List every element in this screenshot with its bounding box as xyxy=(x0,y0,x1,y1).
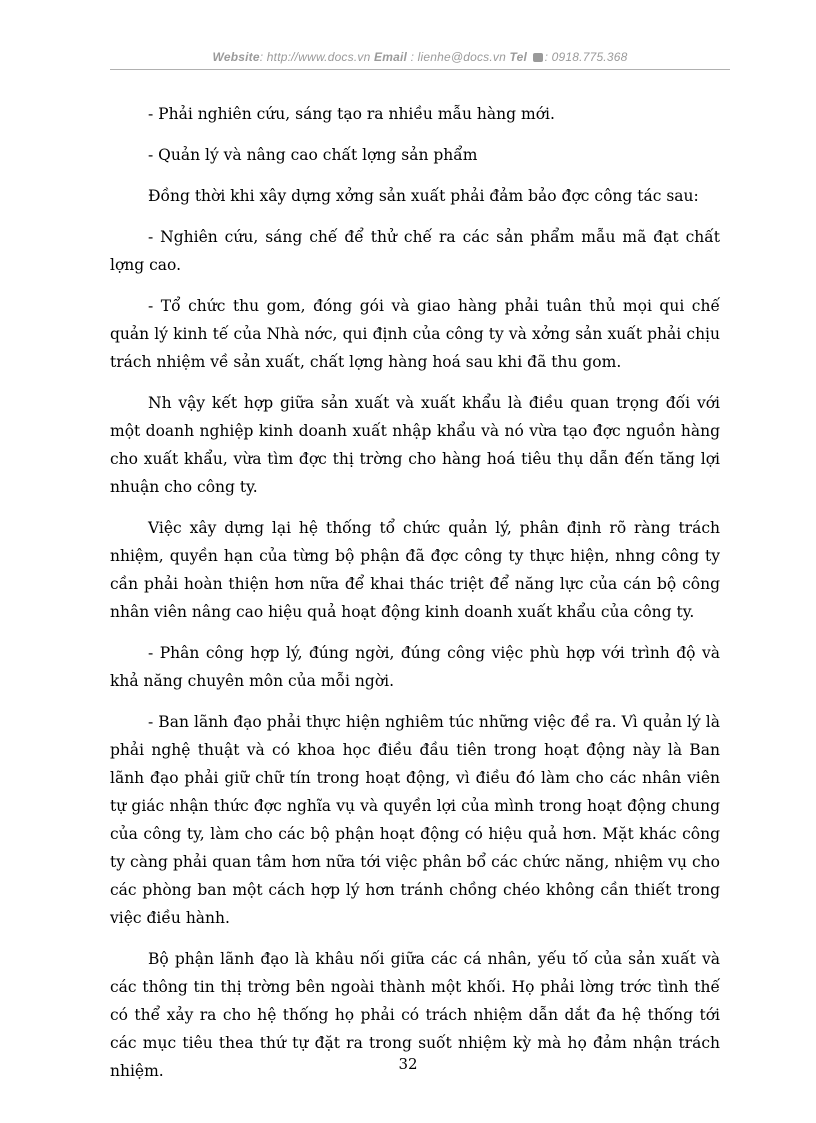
document-body xyxy=(110,100,720,1098)
paragraph: Nh vậy kết hợp giữa sản xuất và xuất khẩu là điều quan trọng đối với một doanh nghiệp kinh doanh xuất nhập khẩu và nó vừa tạo đợc nguồn hàng cho xuất khẩu, vừa tìm đợc thị trờng cho hàng hoá tiêu thụ dẫn đến tăng lợi nhuận cho công ty. xyxy=(110,394,720,496)
page-number: 32 xyxy=(398,1055,418,1073)
tel-value: : 0918.775.368 xyxy=(544,50,628,64)
paragraph: - Phân công hợp lý, đúng ngời, đúng công việc phù hợp với trình độ và khả năng chuyên môn của mỗi ngời. xyxy=(110,644,720,690)
paragraph: - Quản lý và nâng cao chất lợng sản phẩm xyxy=(148,146,478,164)
website-label: Website xyxy=(212,50,260,64)
header-divider xyxy=(110,69,730,70)
paragraph: Việc xây dựng lại hệ thống tổ chức quản lý, phân định rõ ràng trách nhiệm, quyền hạn của từng bộ phận đã đợc công ty thực hiện, nhng công ty cần phải hoàn thiện hơn nữa để khai thác triệt để năng lực của cán bộ công nhân viên nâng cao hiệu quả hoạt động kinh doanh xuất khẩu của công ty. xyxy=(110,519,720,621)
website-value: : http://www.docs.vn xyxy=(259,50,371,64)
paragraph: - Phải nghiên cứu, sáng tạo ra nhiều mẫu hàng mới. xyxy=(148,105,555,123)
tel-label: Tel xyxy=(509,50,528,64)
email-value: : lienhe@docs.vn xyxy=(410,50,506,64)
paragraph: - Nghiên cứu, sáng chế để thử chế ra các sản phẩm mẫu mã đạt chất lợng cao. xyxy=(110,228,720,274)
paragraph: - Ban lãnh đạo phải thực hiện nghiêm túc những việc đề ra. Vì quản lý là phải nghệ thuật và có khoa học điều đầu tiên trong hoạt động này là Ban lãnh đạo phải giữ chữ tín trong hoạt động, vì điều đó làm cho các nhân viên tự giác nhận thức đợc nghĩa vụ và quyền lợi của mình trong hoạt động chung của công ty, làm cho các bộ phận hoạt động có hiệu quả hơn. Mặt khác công ty càng phải quan tâm hơn nữa tới việc phân bổ các chức năng, nhiệm vụ cho các phòng ban một cách hợp lý hơn tránh chồng chéo không cần thiết trong việc điều hành. xyxy=(110,713,720,927)
phone-icon xyxy=(533,53,543,62)
paragraph: Bộ phận lãnh đạo là khâu nối giữa các cá nhân, yếu tố của sản xuất và các thông tin thị trờng bên ngoài thành một khối. Họ phải lờng trớc tình thế có thể xảy ra cho hệ thống họ phải có trách nhiệm dẫn dắt đa hệ thống tới các mục tiêu thea thứ tự đặt ra trong suốt nhiệm kỳ mà họ đảm nhận trách nhiệm. xyxy=(110,950,720,1080)
paragraph: Đồng thời khi xây dựng xởng sản xuất phải đảm bảo đợc công tác sau: xyxy=(148,187,699,205)
email-label: Email xyxy=(374,50,408,64)
page-header xyxy=(110,50,730,64)
paragraph: - Tổ chức thu gom, đóng gói và giao hàng phải tuân thủ mọi qui chế quản lý kinh tế của Nhà nớc, qui định của công ty và xởng sản xuất phải chịu trách nhiệm về sản xuất, chất lợng hàng hoá sau khi đã thu gom. xyxy=(110,297,720,371)
